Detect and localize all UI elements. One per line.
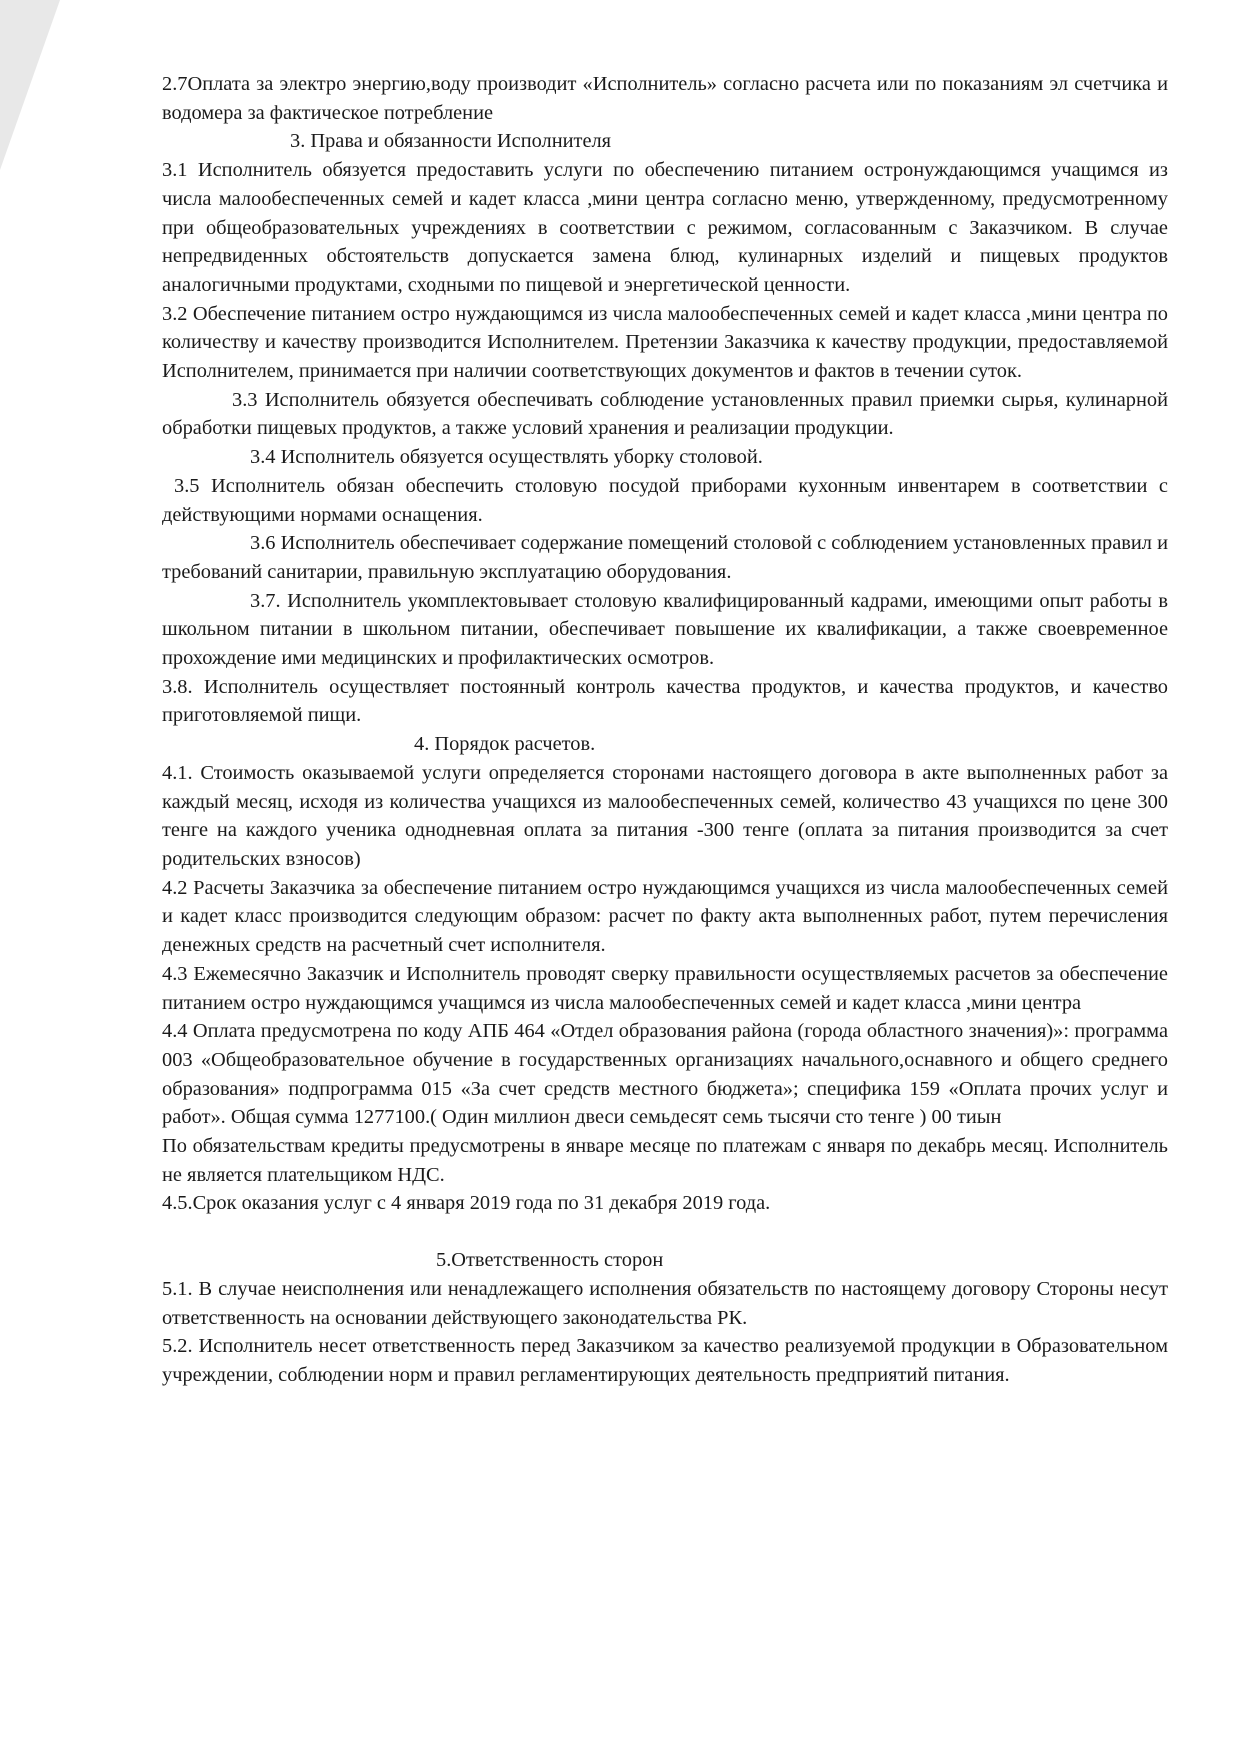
scan-corner-shadow xyxy=(0,0,60,170)
clause-4-4-credits: По обязательствам кредиты предусмотрены в январе месяце по платежам с января по декабрь месяц. Исполнитель не является плательщиком НДС. xyxy=(162,1135,1168,1186)
section-4-heading: 4. Порядок расчетов. xyxy=(414,733,596,756)
clause-3-5: 3.5 Исполнитель обязан обеспечить столовую посудой приборами кухонным инвентарем в соответствии с действующими нормами оснащения. xyxy=(162,474,1168,526)
clause-5-1: 5.1. В случае неисполнения или ненадлежащего исполнения обязательств по настоящему договору Стороны несут ответственность на основании действующего законодательства РК. xyxy=(162,1277,1168,1329)
clause-4-4: 4.4 Оплата предусмотрена по коду АПБ 464 «Отдел образования района (города областного значения)»: программа 003 «Общеобразовательное обучение в государственных организациях начального,оснавного и общего среднего образования» подпрограмма 015 «За счет средств местного бюджета»; специфика 159 «Оплата прочих услуг и работ». Общая сумма 1277100.( Один миллион двеси семьдесят семь тысячи сто тенге ) 00 тиын xyxy=(162,1020,1168,1129)
clause-4-1: 4.1. Стоимость оказываемой услуги определяется сторонами настоящего договора в акте выполненных работ за каждый месяц, исходя из количества учащихся из малообеспеченных семей, количество 43 учащихся по цене 300 тенге на каждого ученика однодневная оплата за питания -300 тенге (оплата за питания производится за счет родительских взносов) xyxy=(162,761,1168,870)
clause-4-2: 4.2 Расчеты Заказчика за обеспечение питанием остро нуждающимся учащихся из числа малообеспеченных семей и кадет класс производится следующим образом: расчет по факту акта выполненных работ, путем перечисления денежных средств на расчетный счет исполнителя. xyxy=(162,876,1168,957)
section-5-heading: 5.Ответственность сторон xyxy=(436,1249,664,1272)
clause-3-8: 3.8. Исполнитель осуществляет постоянный контроль качества продуктов, и качества продуктов, и качество приготовляемой пищи. xyxy=(162,675,1168,727)
clause-5-2: 5.2. Исполнитель несет ответственность перед Заказчиком за качество реализуемой продукции в Образовательном учреждении, соблюдении норм и правил регламентирующих деятельность предприятий питания. xyxy=(162,1335,1168,1386)
clause-3-1: 3.1 Исполнитель обязуется предоставить услуги по обеспечению питанием остронуждающимся учащимся из числа малообеспеченных семей и кадет класса ,мини центра согласно меню, утвержденному, предусмотренному при общеобразовательных учреждениях в соответствии с режимом, согласованным с Заказчиком. В случае непредвиденных обстоятельств допускается замена блюд, кулинарных изделий и пищевых продуктов аналогичными продуктами, сходными по пищевой и энергетической ценности. xyxy=(162,159,1168,296)
document-page xyxy=(162,70,1168,1390)
clause-3-2: 3.2 Обеспечение питанием остро нуждающимся из числа малообеспеченных семей и кадет класса ,мини центра по количеству и качеству производится Исполнителем. Претензии Заказчика к качеству продукции, предоставляемой Исполнителем, принимается при наличии соответствующих документов и фактов в течении суток. xyxy=(162,302,1168,383)
clause-3-4: 3.4 Исполнитель обязуется осуществлять уборку столовой. xyxy=(250,446,763,469)
section-3-heading: 3. Права и обязанности Исполнителя xyxy=(290,130,612,153)
clause-3-6: 3.6 Исполнитель обеспечивает содержание помещений столовой с соблюдением установленных правил и требований санитарии, правильную эксплуатацию оборудования. xyxy=(162,532,1168,583)
clause-2-7: 2.7Оплата за электро энергию,воду производит «Исполнитель» согласно расчета или по показаниям эл счетчика и водомера за фактическое потребление xyxy=(162,73,1168,124)
clause-3-3: 3.3 Исполнитель обязуется обеспечивать соблюдение установленных правил приемки сырья, кулинарной обработки пищевых продуктов, а также условий хранения и реализации продукции. xyxy=(162,388,1168,440)
clause-4-5: 4.5.Срок оказания услуг с 4 января 2019 года по 31 декабря 2019 года. xyxy=(162,1192,771,1215)
clause-4-3: 4.3 Ежемесячно Заказчик и Исполнитель проводят сверку правильности осуществляемых расчетов за обеспечение питанием остро нуждающимся учащимся из числа малообеспеченных семей и кадет класса ,мини центра xyxy=(162,962,1168,1014)
clause-3-7: 3.7. Исполнитель укомплектовывает столовую квалифицированный кадрами, имеющими опыт работы в школьном питании в школьном питании, обеспечивает повышение их квалификации, а также своевременное прохождение ими медицинских и профилактических осмотров. xyxy=(162,589,1168,670)
